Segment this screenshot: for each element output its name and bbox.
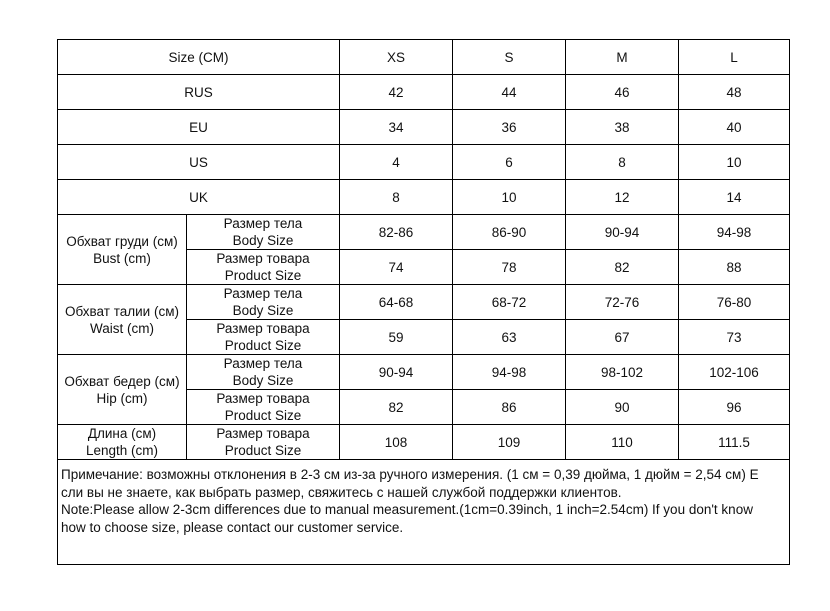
product-size-label-en: Product Size [224,408,302,423]
note-cell [58,460,790,565]
row-label: EU [58,110,340,145]
hip-label-ru: Обхват бедер (см) [64,373,180,389]
table-cell: 12 [566,180,679,215]
table-cell: 14 [679,180,790,215]
product-size-label-en: Product Size [224,338,302,353]
table-cell: 36 [453,110,566,145]
product-size-label [187,320,340,355]
table-cell: 111.5 [679,425,790,460]
bust-body-row [58,215,790,250]
table-cell: 78 [453,250,566,285]
size-header: L [679,40,790,75]
table-cell: 94-98 [453,355,566,390]
product-size-label-en: Product Size [224,443,302,458]
table-cell: 86-90 [453,215,566,250]
product-size-label-en: Product Size [224,268,302,283]
header-label: Size (CM) [58,40,340,75]
note-en-line: how to choose size, please contact our customer service. [61,519,404,535]
table-cell: 98-102 [566,355,679,390]
table-cell: 68-72 [453,285,566,320]
hip-body-row [58,355,790,390]
table-cell: 74 [340,250,453,285]
table-cell: 88 [679,250,790,285]
table-cell: 82 [340,390,453,425]
header-row [58,40,790,75]
table-cell: 102-106 [679,355,790,390]
product-size-label-ru: Размер товара [216,391,310,406]
body-size-label-en: Body Size [232,303,294,318]
note-en-line: Note:Please allow 2-3cm differences due to manual measurement.(1cm=0.39inch, 1 inch=2.54cm) If you don't know [61,502,753,517]
row-label: RUS [58,75,340,110]
length-label-en: Length (cm) [85,443,159,458]
note-row [58,460,790,565]
table-cell: 109 [453,425,566,460]
table-cell: 82-86 [340,215,453,250]
size-header: S [453,40,566,75]
body-size-label [187,355,340,390]
product-size-label [187,425,340,460]
hip-label-en: Hip (cm) [96,390,148,406]
table-row [58,145,790,180]
table-cell: 34 [340,110,453,145]
table-cell: 90-94 [340,355,453,390]
product-size-label [187,250,340,285]
waist-label-en: Waist (cm) [90,320,154,336]
table-cell: 59 [340,320,453,355]
table-row [58,75,790,110]
table-cell: 6 [453,145,566,180]
product-size-label-ru: Размер товара [216,321,310,336]
table-cell: 73 [679,320,790,355]
table-cell: 67 [566,320,679,355]
waist-label-ru: Обхват талии (см) [65,303,179,319]
note-ru-line: Примечание: возможны отклонения в 2-3 см из-за ручного измерения. (1 см = 0,39 дюйма, 1 дюйм = 2,54 см) Е [61,467,759,482]
table-cell: 72-76 [566,285,679,320]
row-label: US [58,145,340,180]
table-cell: 82 [566,250,679,285]
table-cell: 76-80 [679,285,790,320]
table-cell: 10 [679,145,790,180]
table-cell: 40 [679,110,790,145]
body-size-label-en: Body Size [232,373,294,388]
table-cell: 96 [679,390,790,425]
bust-label-en: Bust (cm) [93,250,151,266]
body-size-label [187,285,340,320]
body-size-label [187,215,340,250]
body-size-label-en: Body Size [232,233,294,248]
table-row [58,110,790,145]
waist-body-row [58,285,790,320]
table-cell: 48 [679,75,790,110]
size-header: M [566,40,679,75]
bust-label [58,215,187,285]
bust-label-ru: Обхват груди (см) [66,233,178,249]
length-label-ru: Длина (см) [87,426,157,441]
row-label: UK [58,180,340,215]
table-cell: 38 [566,110,679,145]
table-cell: 90-94 [566,215,679,250]
product-size-label-ru: Размер товара [216,251,310,266]
table-cell: 110 [566,425,679,460]
table-cell: 10 [453,180,566,215]
size-header: XS [340,40,453,75]
length-label [58,425,187,460]
table-cell: 42 [340,75,453,110]
table-cell: 64-68 [340,285,453,320]
body-size-label-ru: Размер тела [223,356,303,371]
product-size-label-ru: Размер товара [216,426,310,441]
size-chart-table [57,39,790,565]
body-size-label-ru: Размер тела [223,216,303,231]
table-cell: 108 [340,425,453,460]
body-size-label-ru: Размер тела [223,286,303,301]
note-ru-line: сли вы не знаете, как выбрать размер, свяжитесь с нашей службой поддержки клиентов. [61,484,622,500]
table-cell: 63 [453,320,566,355]
table-cell: 46 [566,75,679,110]
table-cell: 86 [453,390,566,425]
table-cell: 90 [566,390,679,425]
table-cell: 8 [566,145,679,180]
waist-label [58,285,187,355]
table-cell: 8 [340,180,453,215]
product-size-label [187,390,340,425]
length-row [58,425,790,460]
table-cell: 4 [340,145,453,180]
table-cell: 94-98 [679,215,790,250]
hip-label [58,355,187,425]
table-cell: 44 [453,75,566,110]
table-row [58,180,790,215]
